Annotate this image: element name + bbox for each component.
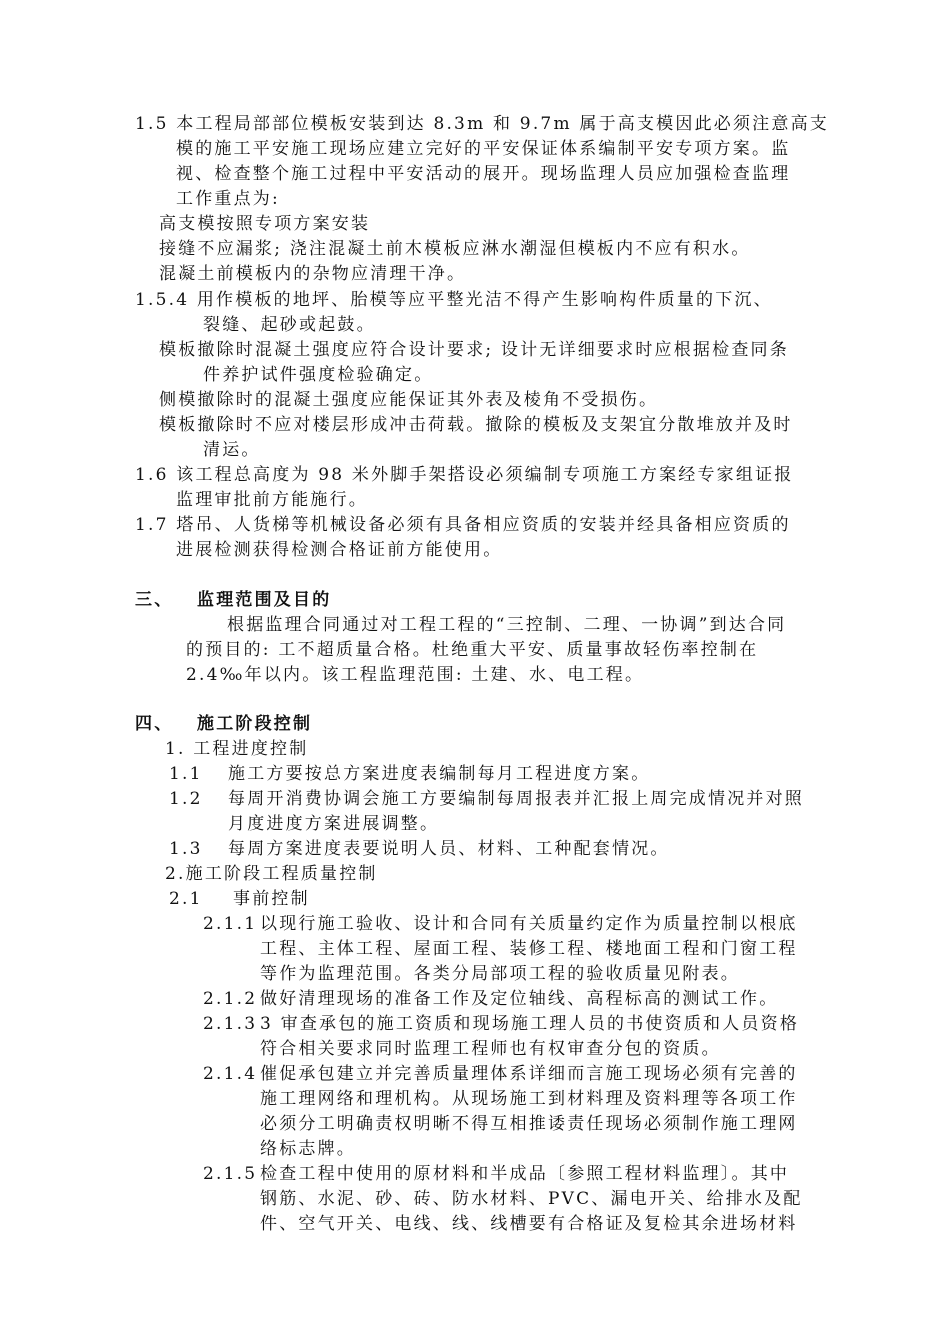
para-1-5-line-3: 视、检查整个施工过程中平安活动的展开。现场监理人员应加强检查监理: [176, 164, 791, 184]
item-2-1-5-line-3: 件、空气开关、电线、线、线槽要有合格证及复检其余进场材料: [260, 1214, 798, 1234]
para-1-5-line-4: 工作重点为:: [176, 189, 280, 209]
item-2-1-number: 2.1: [169, 889, 203, 909]
para-1-5-4-line-2: 裂缝、起砂或起鼓。: [203, 315, 376, 335]
item-2-1-3-line-1: 3 审查承包的施工资质和现场施工理人员的书使资质和人员资格: [260, 1014, 800, 1034]
item-2-1-2-text: 做好清理现场的准备工作及定位轴线、高程标高的测试工作。: [260, 989, 779, 1009]
section-3-line-3: 2.4‰年以内。该工程监理范围: 土建、水、电工程。: [186, 665, 645, 685]
item-2-1-4-line-4: 络标志牌。: [260, 1139, 356, 1159]
item-2-1-text: 事前控制: [233, 889, 310, 909]
item-1-2-line-1: 每周开消费协调会施工方要编制每周报表并汇报上周完成情况并对照: [228, 789, 804, 809]
item-2-1-1-line-2: 工程、主体工程、屋面工程、装修工程、楼地面工程和门窗工程: [260, 939, 798, 959]
item-1-1-text: 施工方要按总方案进度表编制每月工程进度方案。: [228, 764, 651, 784]
section-4-number: 四、: [135, 714, 174, 734]
para-1-5-4-line-4: 件养护试件强度检验确定。: [203, 365, 434, 385]
para-1-5-4-line-1: 1.5.4 用作模板的地坪、胎模等应平整光洁不得产生影响构件质量的下沉、: [135, 290, 773, 310]
item-1-3-number: 1.3: [169, 839, 203, 859]
section-3-heading: 监理范围及目的: [197, 590, 332, 610]
item-1-2-number: 1.2: [169, 789, 203, 809]
item-2-1-3-number: 2.1.3: [203, 1014, 258, 1034]
item-2-1-4-line-2: 施工理网络和理机构。从现场施工到材料理及资料理等各项工作: [260, 1089, 798, 1109]
para-1-5-4-line-7: 清运。: [203, 440, 261, 460]
subheading-quality-control: 2.施工阶段工程质量控制: [165, 864, 378, 884]
item-2-1-5-line-2: 钢筋、水泥、砂、砖、防水材料、PVC、漏电开关、给排水及配: [260, 1189, 803, 1209]
item-2-1-4-line-1: 催促承包建立并完善质量理体系详细而言施工现场必须有完善的: [260, 1064, 798, 1084]
section-3-line-2: 的预目的: 工不超质量合格。杜绝重大平安、质量事故轻伤率控制在: [186, 640, 759, 660]
item-2-1-3-line-2: 符合相关要求同时监理工程师也有权审查分包的资质。: [260, 1039, 721, 1059]
para-1-5-4-line-6: 模板撤除时不应对楼层形成冲击荷载。撤除的模板及支架宜分散堆放并及时: [159, 415, 793, 435]
para-1-5-line-5: 高支模按照专项方案安装: [159, 214, 371, 234]
item-2-1-1-number: 2.1.1: [203, 914, 258, 934]
para-1-5-line-7: 混凝土前模板内的杂物应清理干净。: [159, 264, 467, 284]
para-1-5-4-line-3: 模板撤除时混凝土强度应符合设计要求; 设计无详细要求时应根据检查同条: [159, 340, 789, 360]
para-1-7-line-2: 进展检测获得检测合格证前方能使用。: [176, 540, 503, 560]
item-2-1-4-line-3: 必须分工明确责权明晰不得互相推诿责任现场必须制作施工理网: [260, 1114, 798, 1134]
section-3-line-1: 根据监理合同通过对工程工程的“三控制、二理、一协调”到达合同: [227, 615, 787, 635]
para-1-7-line-1: 1.7 塔吊、人货梯等机械设备必须有具备相应资质的安装并经具备相应资质的: [135, 515, 791, 535]
item-1-1-number: 1.1: [169, 764, 203, 784]
section-3-number: 三、: [135, 590, 174, 610]
item-2-1-4-number: 2.1.4: [203, 1064, 258, 1084]
item-2-1-2-number: 2.1.2: [203, 989, 258, 1009]
item-2-1-1-line-3: 等作为监理范围。各类分局部项工程的验收质量见附表。: [260, 964, 740, 984]
item-2-1-5-number: 2.1.5: [203, 1164, 258, 1184]
para-1-6-line-2: 监理审批前方能施行。: [176, 490, 368, 510]
para-1-6-line-1: 1.6 该工程总高度为 98 米外脚手架搭设必须编制专项施工方案经专家组证报: [135, 465, 794, 485]
item-1-2-line-2: 月度进度方案进展调整。: [228, 814, 440, 834]
section-4-heading: 施工阶段控制: [197, 714, 313, 734]
item-2-1-1-line-1: 以现行施工验收、设计和合同有关质量约定作为质量控制以根底: [260, 914, 798, 934]
subheading-progress-control: 1. 工程进度控制: [165, 739, 309, 759]
item-2-1-5-line-1: 检查工程中使用的原材料和半成品〔参照工程材料监理〕。其中: [260, 1164, 790, 1184]
para-1-5-line-2: 模的施工平安施工现场应建立完好的平安保证体系编制平安专项方案。监: [176, 139, 791, 159]
para-1-5-line-1: 1.5 本工程局部部位模板安装到达 8.3m 和 9.7m 属于高支模因此必须注意高支: [135, 114, 829, 134]
para-1-5-line-6: 接缝不应漏浆; 浇注混凝土前木模板应淋水潮湿但模板内不应有积水。: [159, 239, 751, 259]
item-1-3-text: 每周方案进度表要说明人员、材料、工种配套情况。: [228, 839, 670, 859]
para-1-5-4-line-5: 侧模撤除时的混凝土强度应能保证其外表及棱角不受损伤。: [159, 390, 659, 410]
